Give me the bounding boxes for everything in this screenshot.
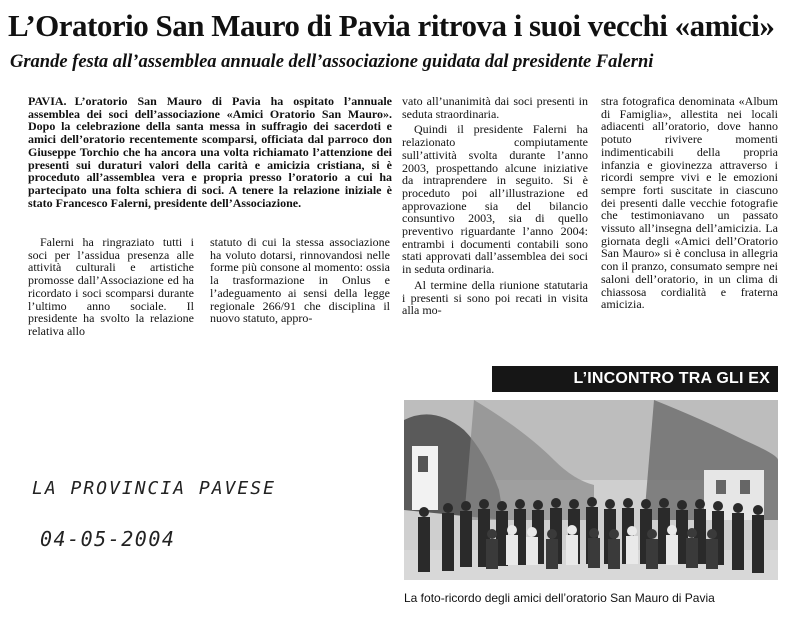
column-3-paragraph-2: Quindi il presidente Falerni ha relazionato compiutamente sull’attività svolta durante l’anno 2003, prospettando alcune iniziative da intraprendere in seguito. Si è proceduto poi all’illustrazione ed approvazione sia del bilancio consuntivo 2003, sia di quello preventivo riguardante l’anno 2004: entrambi i documenti contabili sono stati approvati dall’assemblea dei soci in seduta ordinaria.: [402, 122, 588, 277]
column-4-paragraph: stra fotografica denominata «Album di Famiglia», allestita nei locali adiacenti all’oratorio, dove hanno potuto rivivere momenti indimenticabili della propria infanzia e giovinezza attraverso i ricordi sempre vivi e le emozioni sempre forti suscitate in ciascuno dei presenti dalle vecchie fotografie che testimoniavano un passato vissuto all’insegna dell’amicizia. La giornata degli «Amici dell’Oratorio San Mauro» si è conclusa in allegria con il pranzo, consumato sempre nei saloni dell’oratorio, in un clima di chiassosa cordialità e fraterna amicizia.: [601, 94, 778, 312]
group-photo: [404, 400, 778, 580]
photo-caption: La foto-ricordo degli amici dell’oratorio San Mauro di Pavia: [404, 591, 715, 605]
column-3-paragraph-1: vato all’unanimità dai soci presenti in seduta straordinaria.: [402, 94, 588, 121]
date-handwritten: 04-05-2004: [40, 527, 176, 551]
newspaper-name-handwritten: LA PROVINCIA PAVESE: [32, 478, 276, 499]
dateline: PAVIA.: [28, 94, 67, 108]
column-1-paragraph: Falerni ha ringraziato tutti i soci per l’assidua presenza alle attività culturali e artistiche promosse dall’Associazione ed ha ricordato i soci scomparsi durante l’ultimo anno sociale. Il presidente ha svolto la relazione relativa allo: [28, 235, 194, 338]
lead-text: L’oratorio San Mauro di Pavia ha ospitato l’annuale assemblea dei soci dell’associazione «Amici Oratorio San Mauro». Dopo la celebrazione della santa messa in suffragio dei sacerdoti e amici dell’oratorio recentemente scomparsi, officiata dal parroco don Giuseppe Torchio che ha ancora una volta richiamato l’attenzione dei presenti sui duraturi valori della carità e amicizia cristiana, si è proceduto all’assemblea vera e propria presso l’oratorio a cui ha partecipato una folta schiera di soci. A tenere la relazione iniziale è stato Francesco Falerni, presidente dell’Associazione.: [28, 94, 392, 210]
article-column-1: [28, 236, 194, 341]
column-2-paragraph: statuto di cui la stessa associazione ha voluto dotarsi, rinnovandosi nelle forme più consone al momento: ossia la trasformazione in Onlus e l’adeguamento ai sensi della legge regionale 266/91 che disciplina il nuovo statuto, appro-: [210, 235, 390, 326]
headline: L’Oratorio San Mauro di Pavia ritrova i suoi vecchi «amici»: [8, 8, 775, 43]
lead-paragraph: [28, 95, 392, 209]
column-3-paragraph-3: Al termine della riunione statutaria i presenti si sono poi recati in visita alla mo-: [402, 277, 588, 318]
subheadline: Grande festa all’assemblea annuale dell’associazione guidata dal presidente Falerni: [10, 52, 654, 72]
article-column-2: [210, 236, 390, 328]
article-column-3: [402, 95, 588, 320]
article-column-4: [601, 95, 778, 314]
photo-banner: L’INCONTRO TRA GLI EX: [492, 366, 778, 392]
